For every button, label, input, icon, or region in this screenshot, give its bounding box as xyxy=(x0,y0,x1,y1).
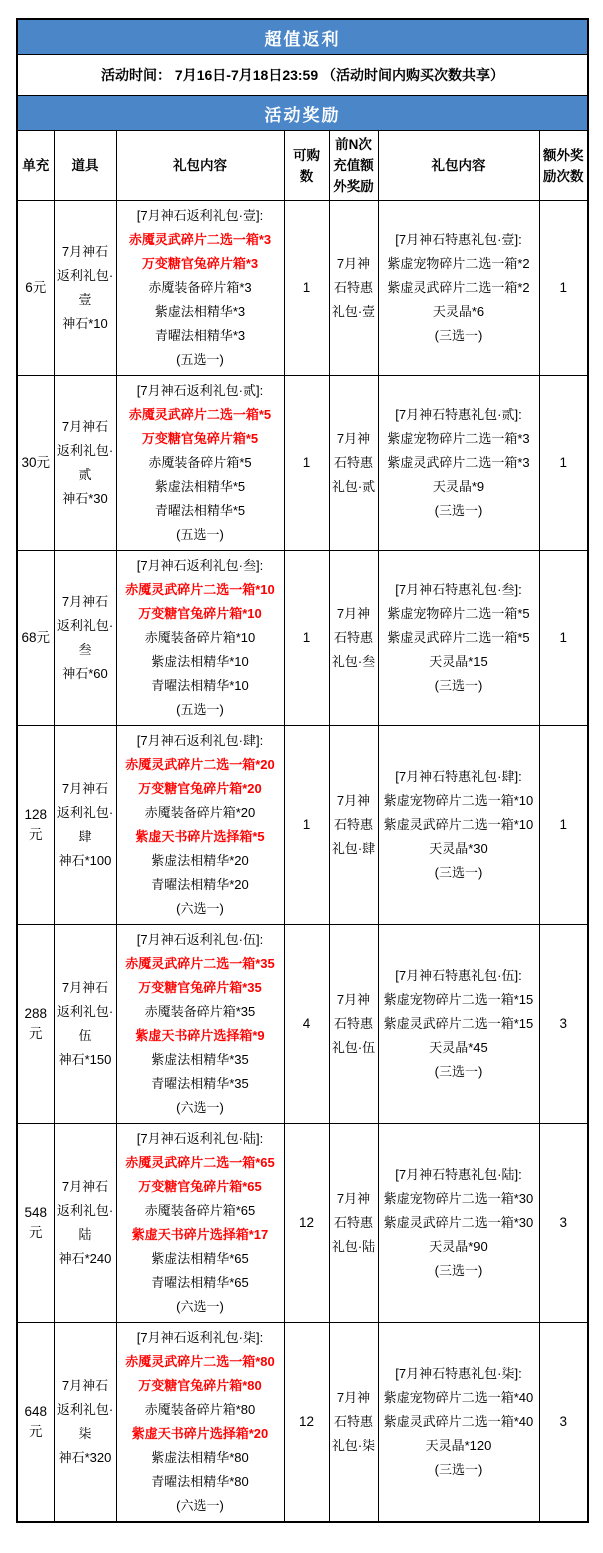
package-cell xyxy=(116,925,284,1124)
buy-limit-cell: 12 xyxy=(284,1124,329,1323)
package-line: [7月神石特惠礼包·壹]: xyxy=(395,232,522,247)
package-line: 赤魇灵武碎片二选一箱*65 xyxy=(125,1155,275,1170)
package-line: 紫虚灵武碎片二选一箱*30 xyxy=(383,1215,534,1230)
package-line: 青曜法相精华*20 xyxy=(151,877,249,892)
bonus-item-cell xyxy=(329,551,378,726)
package-line: 7月神石返利礼包·贰 xyxy=(56,419,114,482)
price-cell: 30元 xyxy=(17,376,54,551)
package-line: 紫虚灵武碎片二选一箱*40 xyxy=(383,1414,534,1429)
package-line: 赤魇灵武碎片二选一箱*35 xyxy=(125,956,275,971)
package-line: 神石*320 xyxy=(58,1450,112,1465)
bonus-package-cell xyxy=(378,551,539,726)
price-cell: 128元 xyxy=(17,726,54,925)
table-row xyxy=(17,1323,588,1523)
column-header-2: 道具 xyxy=(54,131,116,201)
package-line: [7月神石返利礼包·伍]: xyxy=(136,932,264,947)
page-title: 超值返利 xyxy=(17,19,588,55)
bonus-times-cell: 1 xyxy=(539,551,588,726)
package-line: (六选一) xyxy=(176,1498,224,1513)
buy-limit-cell: 1 xyxy=(284,201,329,376)
package-line: 赤魇装备碎片箱*10 xyxy=(144,630,256,645)
package-line: 青曜法相精华*80 xyxy=(151,1474,249,1489)
package-line: 赤魇灵武碎片二选一箱*80 xyxy=(125,1354,275,1369)
package-line: 紫虚法相精华*65 xyxy=(151,1251,249,1266)
price-cell: 648元 xyxy=(17,1323,54,1523)
bonus-item-cell xyxy=(329,1124,378,1323)
package-line: 神石*60 xyxy=(62,666,108,681)
package-cell xyxy=(116,201,284,376)
package-cell xyxy=(116,1323,284,1523)
package-line: 赤魇灵武碎片二选一箱*5 xyxy=(128,407,272,422)
package-line: 青曜法相精华*65 xyxy=(151,1275,249,1290)
package-line: 赤魇灵武碎片二选一箱*20 xyxy=(125,757,275,772)
package-line: 紫虚法相精华*20 xyxy=(151,853,249,868)
package-line: 万变糖官兔碎片箱*10 xyxy=(138,606,262,621)
bonus-item-cell xyxy=(329,925,378,1124)
package-line: 赤魇灵武碎片二选一箱*3 xyxy=(128,232,272,247)
package-line: 7月神石特惠礼包·陆 xyxy=(331,1191,376,1254)
item-cell xyxy=(54,201,116,376)
package-line: [7月神石特惠礼包·伍]: xyxy=(395,968,522,983)
package-line: 7月神石特惠礼包·肆 xyxy=(331,793,376,856)
package-line: 紫虚宠物碎片二选一箱*15 xyxy=(383,992,534,1007)
package-line: 紫虚宠物碎片二选一箱*10 xyxy=(383,793,534,808)
package-line: (六选一) xyxy=(176,901,224,916)
bonus-package-cell xyxy=(378,925,539,1124)
bonus-times-cell: 3 xyxy=(539,1124,588,1323)
package-line: 紫虚天书碎片选择箱*5 xyxy=(135,829,265,844)
package-line: 青曜法相精华*3 xyxy=(154,328,246,343)
bonus-package-cell xyxy=(378,1124,539,1323)
column-header-1: 单充 xyxy=(17,131,54,201)
package-line: 紫虚宠物碎片二选一箱*30 xyxy=(383,1191,534,1206)
table-row xyxy=(17,376,588,551)
package-line: 7月神石返利礼包·肆 xyxy=(56,781,114,844)
package-line: 赤魇装备碎片箱*3 xyxy=(148,280,252,295)
price-cell: 6元 xyxy=(17,201,54,376)
package-line: 青曜法相精华*5 xyxy=(154,503,246,518)
package-line: 紫虚法相精华*3 xyxy=(154,304,246,319)
package-line: 赤魇装备碎片箱*20 xyxy=(144,805,256,820)
package-line: 紫虚法相精华*35 xyxy=(151,1052,249,1067)
package-line: (三选一) xyxy=(434,1462,483,1477)
package-line: 赤魇灵武碎片二选一箱*10 xyxy=(125,582,275,597)
package-line: [7月神石返利礼包·柒]: xyxy=(136,1330,264,1345)
package-line: 赤魇装备碎片箱*65 xyxy=(144,1203,256,1218)
package-line: 紫虚灵武碎片二选一箱*10 xyxy=(383,817,534,832)
package-line: 青曜法相精华*35 xyxy=(151,1076,249,1091)
section-banner-row xyxy=(17,96,588,131)
package-line: 天灵晶*90 xyxy=(429,1239,488,1254)
table-row xyxy=(17,925,588,1124)
package-line: 紫虚法相精华*5 xyxy=(154,479,246,494)
package-line: (三选一) xyxy=(434,865,483,880)
column-header-6: 礼包内容 xyxy=(378,131,539,201)
package-line: (三选一) xyxy=(434,1064,483,1079)
package-line: [7月神石返利礼包·叁]: xyxy=(136,558,264,573)
package-line: 神石*100 xyxy=(58,853,112,868)
column-header-3: 礼包内容 xyxy=(116,131,284,201)
package-line: 赤魇装备碎片箱*35 xyxy=(144,1004,256,1019)
package-line: 紫虚宠物碎片二选一箱*3 xyxy=(387,431,530,446)
rebate-table xyxy=(16,18,589,1523)
package-line: 紫虚天书碎片选择箱*9 xyxy=(135,1028,265,1043)
package-line: (五选一) xyxy=(176,702,224,717)
package-line: 万变糖官兔碎片箱*80 xyxy=(138,1378,262,1393)
package-line: 7月神石特惠礼包·贰 xyxy=(331,431,376,494)
package-line: 紫虚灵武碎片二选一箱*2 xyxy=(387,280,530,295)
package-line: 万变糖官兔碎片箱*5 xyxy=(141,431,259,446)
package-line: [7月神石返利礼包·贰]: xyxy=(136,383,264,398)
package-line: (五选一) xyxy=(176,352,224,367)
item-cell xyxy=(54,726,116,925)
package-line: 7月神石特惠礼包·柒 xyxy=(331,1390,376,1453)
table-row xyxy=(17,1124,588,1323)
package-line: 7月神石返利礼包·陆 xyxy=(56,1179,114,1242)
package-line: [7月神石特惠礼包·贰]: xyxy=(395,407,522,422)
package-line: (六选一) xyxy=(176,1299,224,1314)
column-header-7: 额外奖励次数 xyxy=(539,131,588,201)
package-line: 紫虚法相精华*10 xyxy=(151,654,249,669)
package-line: (六选一) xyxy=(176,1100,224,1115)
package-line: 神石*10 xyxy=(62,316,108,331)
price-cell: 548元 xyxy=(17,1124,54,1323)
bonus-times-cell: 3 xyxy=(539,1323,588,1523)
package-line: 紫虚宠物碎片二选一箱*40 xyxy=(383,1390,534,1405)
package-line: (三选一) xyxy=(434,503,483,518)
table-row xyxy=(17,201,588,376)
bonus-package-cell xyxy=(378,726,539,925)
item-cell xyxy=(54,551,116,726)
package-cell xyxy=(116,1124,284,1323)
price-cell: 288元 xyxy=(17,925,54,1124)
bonus-package-cell xyxy=(378,1323,539,1523)
price-cell: 68元 xyxy=(17,551,54,726)
column-header-5: 前N次充值额外奖励 xyxy=(329,131,378,201)
buy-limit-cell: 1 xyxy=(284,726,329,925)
section-title: 活动奖励 xyxy=(17,96,588,131)
table-row xyxy=(17,726,588,925)
package-cell xyxy=(116,376,284,551)
package-line: [7月神石特惠礼包·肆]: xyxy=(395,769,522,784)
package-line: 神石*150 xyxy=(58,1052,112,1067)
package-line: 紫虚法相精华*80 xyxy=(151,1450,249,1465)
package-line: 7月神石返利礼包·叁 xyxy=(56,594,114,657)
bonus-package-cell xyxy=(378,376,539,551)
package-line: [7月神石特惠礼包·叁]: xyxy=(395,582,522,597)
package-line: [7月神石特惠礼包·陆]: xyxy=(395,1167,522,1182)
buy-limit-cell: 12 xyxy=(284,1323,329,1523)
item-cell xyxy=(54,376,116,551)
package-line: [7月神石返利礼包·陆]: xyxy=(136,1131,264,1146)
buy-limit-cell: 1 xyxy=(284,376,329,551)
bonus-item-cell xyxy=(329,1323,378,1523)
package-line: (三选一) xyxy=(434,1263,483,1278)
buy-limit-cell: 1 xyxy=(284,551,329,726)
item-cell xyxy=(54,925,116,1124)
package-line: 7月神石特惠礼包·伍 xyxy=(331,992,376,1055)
package-line: 7月神石返利礼包·柒 xyxy=(56,1378,114,1441)
column-header-row xyxy=(17,131,588,201)
package-line: 神石*30 xyxy=(62,491,108,506)
package-line: 天灵晶*9 xyxy=(432,479,485,494)
package-line: 天灵晶*120 xyxy=(425,1438,492,1453)
bonus-times-cell: 1 xyxy=(539,376,588,551)
package-line: 万变糖官兔碎片箱*20 xyxy=(138,781,262,796)
package-line: 天灵晶*45 xyxy=(429,1040,488,1055)
buy-limit-cell: 4 xyxy=(284,925,329,1124)
title-banner-row xyxy=(17,19,588,55)
package-line: 天灵晶*15 xyxy=(429,654,488,669)
bonus-times-cell: 1 xyxy=(539,201,588,376)
bonus-item-cell xyxy=(329,726,378,925)
column-header-4: 可购数 xyxy=(284,131,329,201)
package-line: (三选一) xyxy=(434,678,483,693)
item-cell xyxy=(54,1323,116,1523)
package-line: 7月神石返利礼包·壹 xyxy=(56,244,114,307)
bonus-package-cell xyxy=(378,201,539,376)
package-line: 天灵晶*30 xyxy=(429,841,488,856)
package-line: 紫虚灵武碎片二选一箱*3 xyxy=(387,455,530,470)
event-time-row xyxy=(17,55,588,96)
package-line: 赤魇装备碎片箱*80 xyxy=(144,1402,256,1417)
event-time-text: 活动时间： 7月16日-7月18日23:59 （活动时间内购买次数共享） xyxy=(17,55,588,96)
package-line: [7月神石返利礼包·壹]: xyxy=(136,208,264,223)
bonus-item-cell xyxy=(329,201,378,376)
package-line: 紫虚灵武碎片二选一箱*5 xyxy=(387,630,530,645)
package-line: 7月神石返利礼包·伍 xyxy=(56,980,114,1043)
package-line: 天灵晶*6 xyxy=(432,304,485,319)
package-line: 紫虚灵武碎片二选一箱*15 xyxy=(383,1016,534,1031)
package-line: (五选一) xyxy=(176,527,224,542)
package-cell xyxy=(116,551,284,726)
package-line: [7月神石返利礼包·肆]: xyxy=(136,733,264,748)
package-line: 紫虚天书碎片选择箱*17 xyxy=(131,1227,269,1242)
package-line: 7月神石特惠礼包·叁 xyxy=(331,606,376,669)
package-line: 紫虚天书碎片选择箱*20 xyxy=(131,1426,269,1441)
bonus-times-cell: 3 xyxy=(539,925,588,1124)
package-line: (三选一) xyxy=(434,328,483,343)
package-line: 赤魇装备碎片箱*5 xyxy=(148,455,252,470)
package-line: [7月神石特惠礼包·柒]: xyxy=(395,1366,522,1381)
package-line: 紫虚宠物碎片二选一箱*5 xyxy=(387,606,530,621)
package-line: 万变糖官兔碎片箱*65 xyxy=(138,1179,262,1194)
package-line: 青曜法相精华*10 xyxy=(151,678,249,693)
package-line: 万变糖官兔碎片箱*3 xyxy=(141,256,259,271)
table-row xyxy=(17,551,588,726)
package-line: 神石*240 xyxy=(58,1251,112,1266)
package-line: 7月神石特惠礼包·壹 xyxy=(331,256,376,319)
package-cell xyxy=(116,726,284,925)
item-cell xyxy=(54,1124,116,1323)
bonus-times-cell: 1 xyxy=(539,726,588,925)
package-line: 万变糖官兔碎片箱*35 xyxy=(138,980,262,995)
bonus-item-cell xyxy=(329,376,378,551)
package-line: 紫虚宠物碎片二选一箱*2 xyxy=(387,256,530,271)
